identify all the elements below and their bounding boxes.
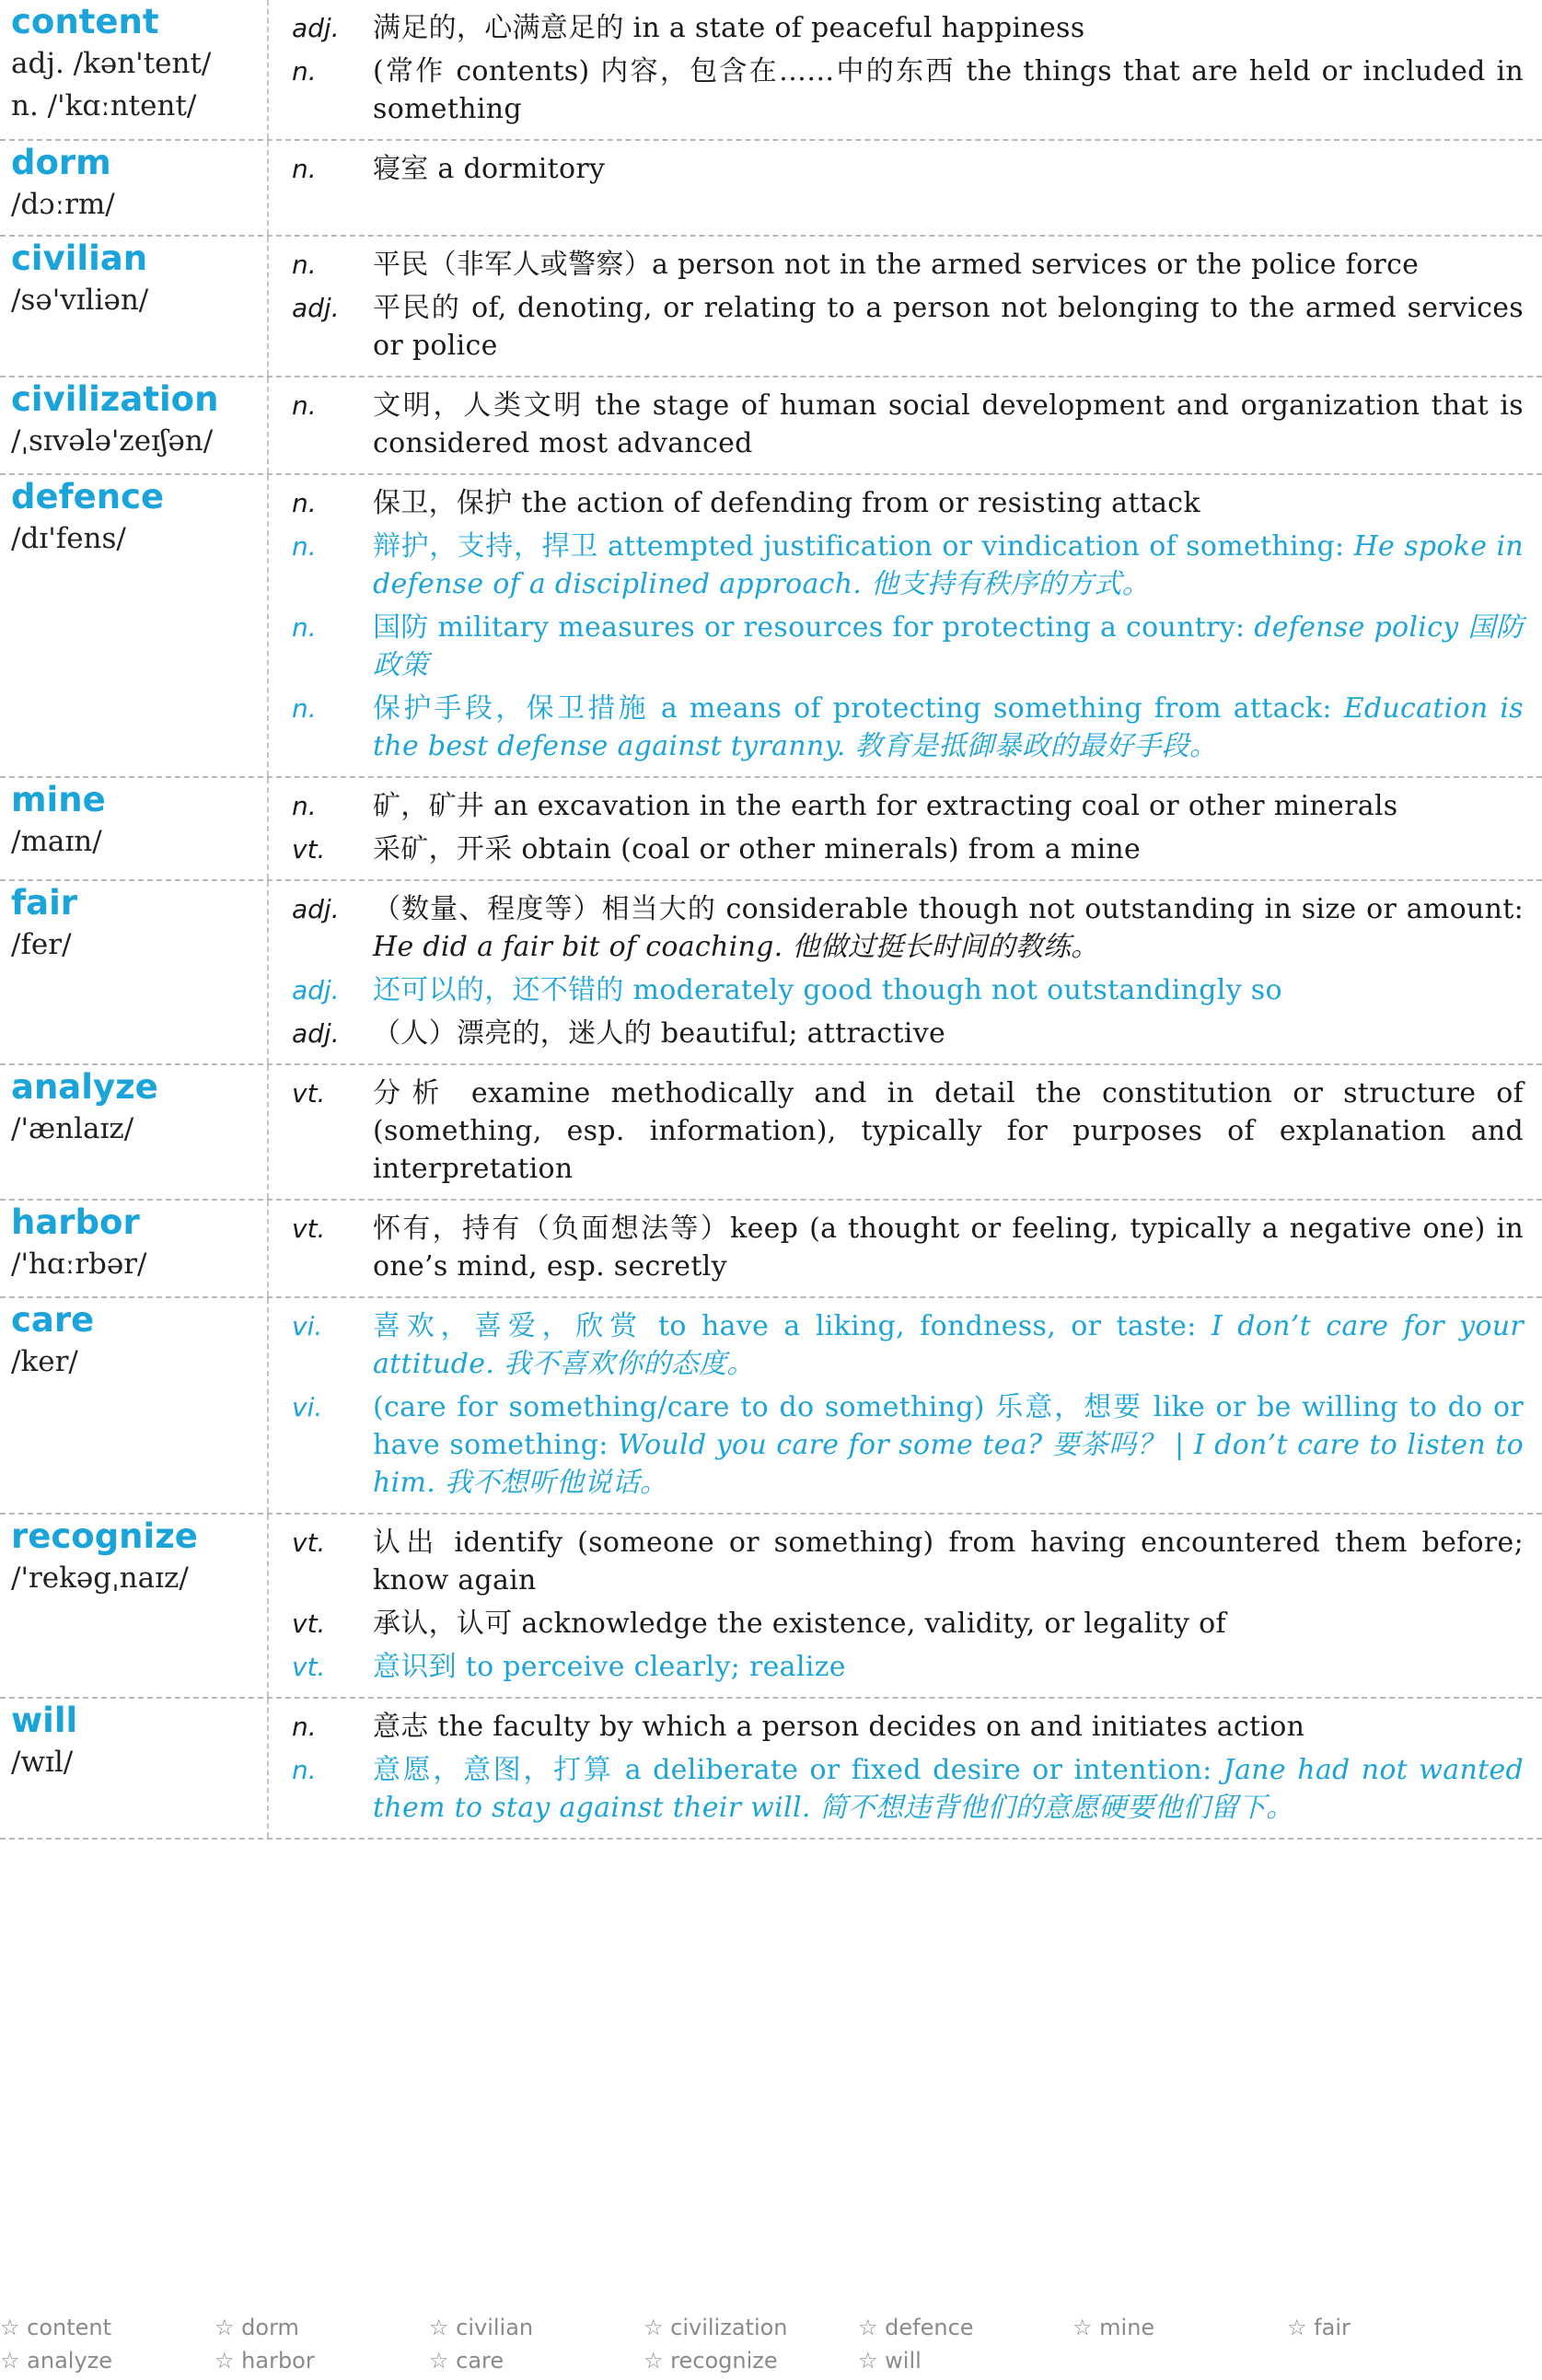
star-icon: ☆ [643,2348,671,2374]
star-icon: ☆ [214,2348,242,2374]
sense [285,1307,1524,1383]
star-icon: ☆ [0,2315,28,2340]
entry-row [0,1515,1542,1699]
star-icon: ☆ [429,2315,457,2340]
definition [373,609,1524,684]
headword: will [11,1701,78,1740]
pronunciation: /ˌsɪvələ'zeɪʃən/ [11,424,214,458]
definition-text: （数量、程度等）相当大的 considerable though not outstanding in size or amount: [373,893,1524,925]
definition [373,830,1524,868]
checklist-label: care [456,2348,504,2374]
sense [285,1074,1524,1188]
definition-text: 认出 identify (someone or something) from having encountered them before; know again [373,1527,1524,1596]
headword-cell [0,141,269,235]
definition-cell [269,1298,1542,1513]
star-icon: ☆ [858,2348,886,2374]
checklist-item[interactable] [1287,2315,1501,2340]
pronunciation: /'hɑːrbər/ [11,1248,147,1281]
part-of-speech: vt. [292,1608,326,1639]
definition [373,52,1524,128]
part-of-speech: n. [292,56,317,87]
headword: harbor [11,1202,140,1242]
part-of-speech: n. [292,791,317,821]
sense [285,1015,1524,1052]
sense [285,52,1524,128]
checklist-row [0,2344,1542,2377]
part-of-speech: vt. [292,1078,326,1109]
definition [373,1210,1524,1285]
part-of-speech: n. [292,488,317,518]
checklist-label: mine [1099,2315,1155,2340]
sense [285,1648,1524,1686]
definition-cell [269,1065,1542,1199]
headword: fair [11,883,77,923]
headword-cell [0,1699,269,1838]
part-of-speech: vi. [292,1392,323,1422]
part-of-speech: vt. [292,1652,326,1682]
definition-text: 意志 the faculty by which a person decides on and initiates action [373,1711,1305,1743]
definition [373,246,1524,284]
definition-text: 还可以的，还不错的 moderately good though not outstandingly so [373,974,1282,1006]
sense [285,1524,1524,1599]
part-of-speech: n. [292,250,317,280]
headword-cell [0,778,269,879]
headword-cell [0,1515,269,1697]
definition-text: 分析 examine methodically and in detail the constitution or structure of (something, esp. information), typically for purposes of explanation and interpretation [373,1077,1524,1185]
sense [285,1605,1524,1643]
pronunciation: /dɪ'fens/ [11,522,126,555]
part-of-speech: n. [292,1755,317,1785]
definition-text: (常作 contents) 内容，包含在……中的东西 the things that are held or included in something [373,55,1524,125]
entry-row [0,881,1542,1065]
part-of-speech: n. [292,612,317,643]
checklist-label: will [885,2348,922,2374]
checklist-item[interactable] [858,2348,1072,2374]
definition-cell [269,0,1542,139]
entry-row [0,377,1542,475]
definition [373,1307,1524,1383]
star-icon: ☆ [1072,2315,1100,2340]
pronunciation: /'rekəgˌnaɪz/ [11,1562,189,1595]
pronunciation: /fer/ [11,928,72,961]
checklist-row [0,2311,1542,2344]
headword: content [11,2,159,41]
sense [285,830,1524,868]
definition [373,787,1524,825]
pronunciation: /wɪl/ [11,1746,74,1779]
definition [373,528,1524,603]
checklist-item[interactable] [643,2315,858,2340]
headword: mine [11,780,106,819]
sense [285,890,1524,966]
definition [373,1015,1524,1052]
example-sentence: Jane had not wanted them to stay against their will. 简不想违背他们的意愿硬要他们留下。 [373,1754,1524,1824]
part-of-speech: n. [292,390,317,421]
entry-row [0,1699,1542,1840]
star-icon: ☆ [643,2315,671,2340]
definition-cell [269,475,1542,776]
definition-text: 文明，人类文明 the stage of human social development and organization that is considered most advanced [373,389,1524,459]
entry-row [0,475,1542,778]
headword-cell [0,237,269,376]
checklist-label: defence [885,2315,974,2340]
definition-cell [269,377,1542,473]
sense [285,528,1524,603]
definition [373,289,1524,365]
checklist-label: harbor [241,2348,315,2374]
headword-cell [0,475,269,776]
headword: civilian [11,238,148,278]
headword: analyze [11,1067,158,1107]
definition-cell [269,778,1542,879]
part-of-speech: adj. [292,894,340,924]
definition [373,1751,1524,1827]
example-sentence: defense policy 国防政策 [373,611,1524,681]
headword: dorm [11,143,111,182]
definition [373,9,1524,47]
headword-cell [0,0,269,139]
definition [373,484,1524,522]
checklist-item[interactable] [858,2315,1072,2340]
entry-row [0,1065,1542,1201]
checklist-item[interactable] [214,2348,429,2374]
part-of-speech: n. [292,1712,317,1742]
entry-row [0,0,1542,141]
definition-text: 怀有，持有（负面想法等）keep (a thought or feeling, typically a negative one) in one’s mind, esp. secretly [373,1213,1524,1283]
definition-text: 寝室 a dormitory [373,153,606,185]
sense [285,9,1524,47]
definition [373,890,1524,966]
checklist-label: civilian [456,2315,534,2340]
sense [285,484,1524,522]
example-sentence: Would you care for some tea? 要茶吗？ | I don’t care to listen to him. 我不想听他说话。 [373,1429,1524,1499]
star-icon: ☆ [0,2348,28,2374]
definition [373,690,1524,765]
sense [285,150,1524,188]
sense [285,787,1524,825]
checklist-item[interactable] [0,2348,214,2374]
sense [285,971,1524,1009]
headword: defence [11,477,165,517]
pronunciation: n. /'kɑːntent/ [11,89,197,122]
star-icon: ☆ [858,2315,886,2340]
checklist-item[interactable] [0,2315,214,2340]
definition-text: 采矿，开采 obtain (coal or other minerals) from a mine [373,833,1142,865]
part-of-speech: adj. [292,1018,340,1049]
definition-cell [269,881,1542,1063]
definition-cell [269,1201,1542,1296]
definition-text: 保卫，保护 the action of defending from or resisting attack [373,487,1200,519]
checklist-label: fair [1314,2315,1351,2340]
part-of-speech: n. [292,531,317,562]
sense [285,246,1524,284]
definition [373,1648,1524,1686]
definition-text: 保护手段，保卫措施 a means of protecting something from attack: [373,692,1344,725]
star-icon: ☆ [1287,2315,1315,2340]
definition-text: 满足的，心满意足的 in a state of peaceful happiness [373,12,1085,44]
definition-text: 国防 military measures or resources for protecting a country: [373,611,1255,644]
checklist-label: dorm [241,2315,299,2340]
example-sentence: He spoke in defense of a disciplined approach. 他支持有秩序的方式。 [373,530,1524,600]
definition-cell [269,237,1542,376]
headword-cell [0,377,269,473]
definition [373,1388,1524,1502]
part-of-speech: n. [292,154,317,184]
sense [285,387,1524,462]
sense [285,1751,1524,1827]
definition-cell [269,1699,1542,1838]
pronunciation: adj. /kən'tent/ [11,47,212,80]
part-of-speech: adj. [292,293,340,323]
definition-text: 平民的 of, denoting, or relating to a person not belonging to the armed services or police [373,292,1524,362]
part-of-speech: adj. [292,975,340,1005]
checklist-item[interactable] [429,2348,643,2374]
example-sentence: I don’t care for your attitude. 我不喜欢你的态度。 [373,1310,1525,1380]
entry-row [0,1298,1542,1515]
definition-text: 喜欢，喜爱，欣赏 to have a liking, fondness, or taste: [373,1310,1212,1342]
pronunciation: /sə'vɪliən/ [11,284,149,317]
headword-cell [0,1065,269,1199]
sense [285,1210,1524,1285]
definition-text: 承认，认可 acknowledge the existence, validity, or legality of [373,1608,1226,1640]
definition-text: 意识到 to perceive clearly; realize [373,1651,846,1683]
definition [373,1605,1524,1643]
part-of-speech: vi. [292,1311,323,1341]
entry-row [0,237,1542,377]
definition-text: 平民（非军人或警察）a person not in the armed services or the police force [373,249,1420,281]
definition [373,1524,1524,1599]
pronunciation: /maɪn/ [11,825,102,858]
definition-text: 意愿，意图，打算 a deliberate or fixed desire or intention: [373,1754,1223,1786]
definition-text: 矿，矿井 an excavation in the earth for extracting coal or other minerals [373,790,1398,822]
sense [285,1388,1524,1502]
headword-cell [0,1298,269,1513]
example-sentence: Education is the best defense against tyranny. 教育是抵御暴政的最好手段。 [373,692,1524,762]
part-of-speech: vt. [292,834,326,865]
sense [285,289,1524,365]
word-checklist [0,2311,1542,2377]
entry-row [0,778,1542,881]
part-of-speech: adj. [292,13,340,43]
definition [373,387,1524,462]
checklist-item[interactable] [429,2315,643,2340]
entry-row [0,141,1542,237]
part-of-speech: n. [292,693,317,724]
definition [373,971,1524,1009]
part-of-speech: vt. [292,1213,326,1244]
example-sentence: He did a fair bit of coaching. 他做过挺长时间的教练。 [373,931,1099,963]
sense [285,1708,1524,1746]
headword-cell [0,881,269,1063]
checklist-item[interactable] [1072,2315,1287,2340]
part-of-speech: vt. [292,1527,326,1558]
checklist-item[interactable] [214,2315,429,2340]
definition-cell [269,1515,1542,1697]
checklist-label: content [27,2315,112,2340]
star-icon: ☆ [429,2348,457,2374]
definition-text: （人）漂亮的，迷人的 beautiful; attractive [373,1017,945,1050]
headword: care [11,1300,95,1340]
checklist-label: analyze [27,2348,113,2374]
sense [285,690,1524,765]
definition-text: 辩护，支持，捍卫 attempted justification or vindication of something: [373,530,1354,563]
headword-cell [0,1201,269,1296]
pronunciation: /dɔːrm/ [11,188,115,221]
definition [373,1074,1524,1188]
star-icon: ☆ [214,2315,242,2340]
checklist-item[interactable] [643,2348,858,2374]
entry-row [0,1201,1542,1298]
definition-cell [269,141,1542,235]
definition [373,1708,1524,1746]
checklist-label: recognize [670,2348,778,2374]
headword: civilization [11,379,219,419]
pronunciation: /'ænlaɪz/ [11,1112,134,1145]
checklist-label: civilization [670,2315,788,2340]
sense [285,609,1524,684]
pronunciation: /ker/ [11,1345,78,1378]
headword: recognize [11,1516,198,1556]
definition-text: (care for something/care to do something) 乐意，想要 like or be willing to do or have something: [373,1391,1524,1461]
definition [373,150,1524,188]
